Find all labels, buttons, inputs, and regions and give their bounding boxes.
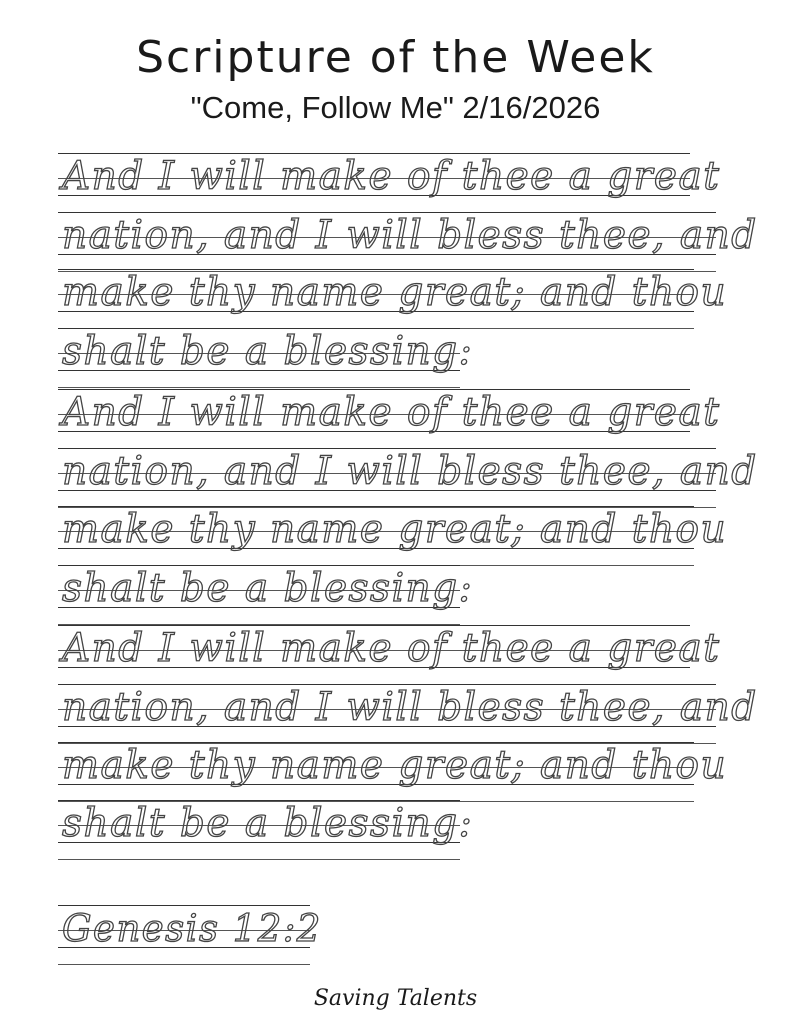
tracing-row [58,800,474,862]
reference-tracing-row [58,905,322,967]
tracing-line-text: nation, and I will bless thee, and [62,213,758,258]
tracing-line-text: make thy name great; and thou [62,270,728,315]
tracing-row [58,153,721,215]
tracing-line-text: shalt be a blessing: [62,801,474,846]
tracing-line-text: nation, and I will bless thee, and [62,685,758,730]
page-subtitle: "Come, Follow Me" 2/16/2026 [190,90,601,125]
tracing-line-text: shalt be a blessing: [62,329,474,374]
tracing-row [58,389,721,451]
tracing-line-text: make thy name great; and thou [62,743,728,788]
tracing-row [58,684,758,746]
page-title: Scripture of the Week [136,32,655,83]
tracing-line-text: shalt be a blessing: [62,566,474,611]
tracing-row [58,625,721,687]
tracing-line-text: make thy name great; and thou [62,507,728,552]
footer-brand: Saving Talents [313,986,478,1011]
tracing-row [58,506,728,568]
tracing-row [58,448,758,510]
tracing-line-text: And I will make of thee a great [62,390,721,435]
tracing-line-text: And I will make of thee a great [62,154,721,199]
tracing-row [58,742,728,804]
tracing-line-text: And I will make of thee a great [62,626,721,671]
tracing-row [58,565,474,627]
reference-text: Genesis 12:2 [62,907,322,950]
tracing-row [58,328,474,390]
tracing-row [58,212,758,274]
tracing-row [58,269,728,331]
tracing-line-text: nation, and I will bless thee, and [62,449,758,494]
